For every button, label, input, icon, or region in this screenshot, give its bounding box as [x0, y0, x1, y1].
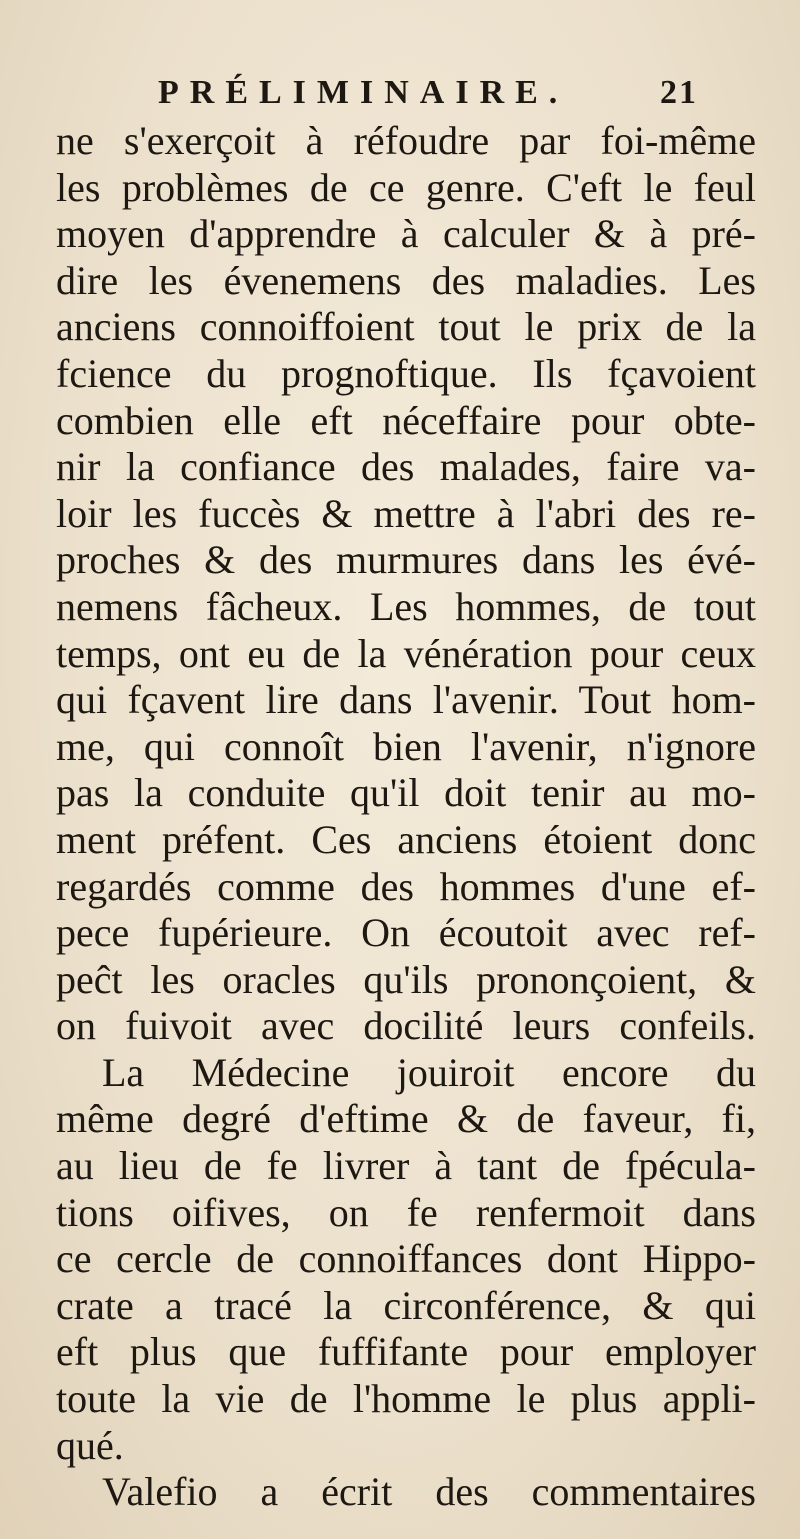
text-line: temps, ont eu de la vénération pour ceux	[56, 630, 756, 676]
text-line: me, qui connoît bien l'avenir, n'ignore	[56, 723, 756, 769]
paragraph-start-line: La Médecine jouiroit encore du	[102, 1049, 756, 1095]
text-line: ne s'exerçoit à réfoudre par foi-même	[56, 118, 756, 163]
text-line: ce cercle de connoiffances dont Hippo-	[56, 1236, 756, 1282]
text-line: moyen d'apprendre à calculer & à pré-	[56, 211, 756, 257]
text-line: on fuivoit avec docilité leurs confeils.	[56, 1003, 756, 1049]
text-line: ment préfent. Ces anciens étoient donc	[56, 816, 756, 862]
text-line: dire les évenemens des maladies. Les	[56, 257, 756, 303]
text-line: pece fupérieure. On écoutoit avec ref-	[56, 910, 756, 956]
page-number: 21	[660, 74, 698, 111]
text-line: proches & des murmures dans les évé-	[56, 537, 756, 583]
text-line: tions oifives, on fe renfermoit dans	[56, 1189, 756, 1235]
text-line: les problèmes de ce genre. C'eft le feul	[56, 164, 756, 210]
text-line: combien elle eft néceffaire pour obte-	[56, 397, 756, 443]
text-line: qué.	[56, 1422, 124, 1468]
text-line: regardés comme des hommes d'une ef-	[56, 863, 756, 909]
paragraph-start-line: Valefio a écrit des commentaires	[102, 1469, 756, 1515]
text-line: au lieu de fe livrer à tant de fpécula-	[56, 1143, 756, 1189]
text-line: anciens connoiffoient tout le prix de la	[56, 304, 756, 350]
text-line: peĉt les oracles qu'ils prononçoient, &	[56, 956, 756, 1002]
text-line: qui fçavent lire dans l'avenir. Tout hom-	[56, 677, 756, 723]
text-line: nir la confiance des malades, faire va-	[56, 444, 756, 490]
text-line: fcience du prognoftique. Ils fçavoient	[56, 350, 756, 396]
text-line: nemens fâcheux. Les hommes, de tout	[56, 583, 756, 629]
text-line: toute la vie de l'homme le plus appli-	[56, 1376, 756, 1422]
running-head	[158, 74, 698, 114]
text-line: même degré d'eftime & de faveur, fi,	[56, 1096, 756, 1142]
text-line: loir les fuccès & mettre à l'abri des re-	[56, 490, 756, 536]
body-text	[56, 118, 756, 1516]
text-line: eft plus que fuffifante pour employer	[56, 1329, 756, 1375]
text-line: pas la conduite qu'il doit tenir au mo-	[56, 770, 756, 816]
running-title: PRÉLIMINAIRE.	[158, 74, 569, 111]
text-line: crate a tracé la circonférence, & qui	[56, 1282, 756, 1328]
